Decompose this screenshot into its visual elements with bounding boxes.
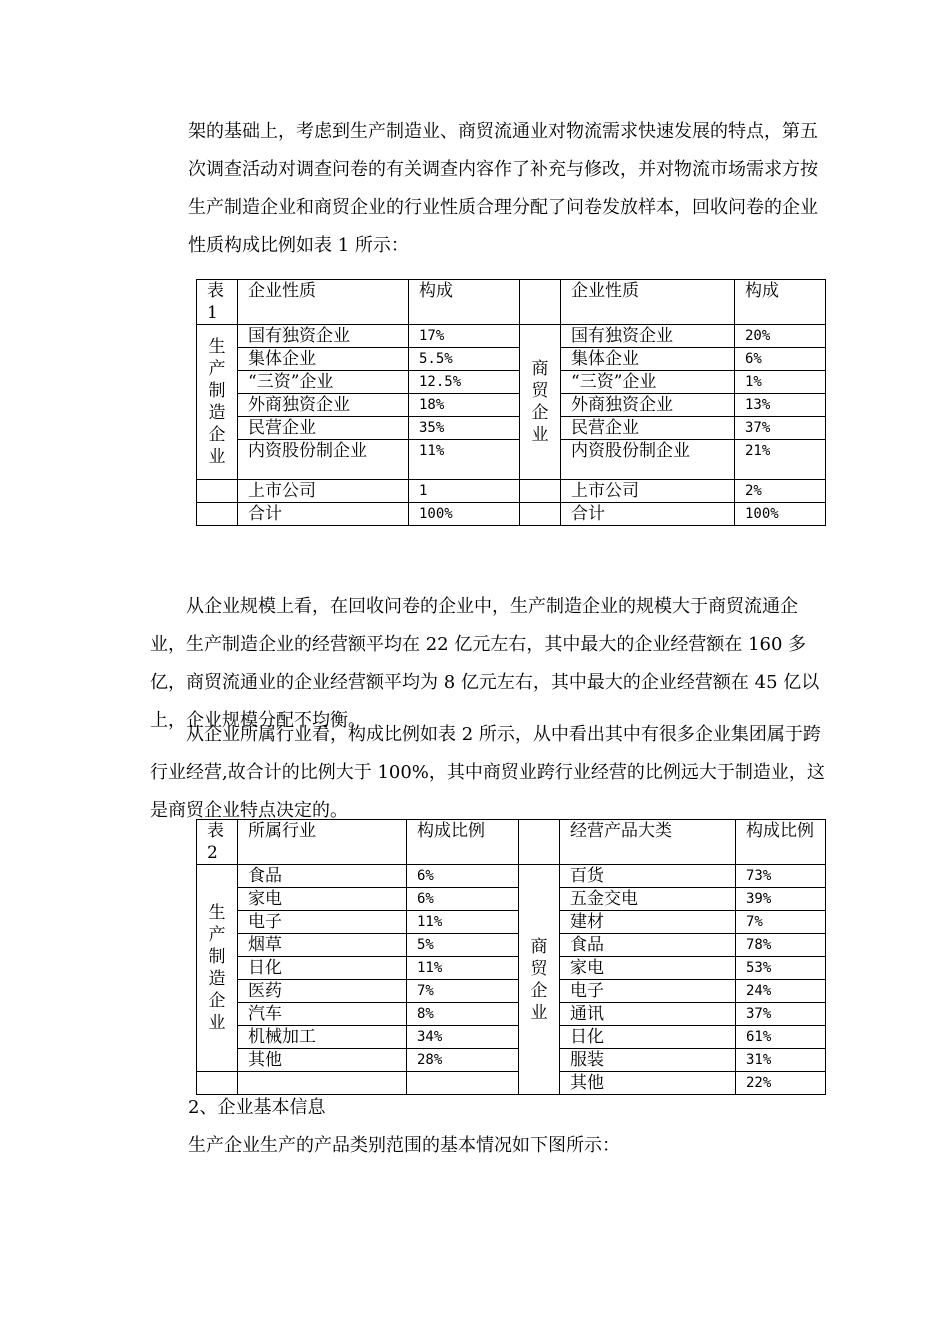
table-label: 表 2	[197, 820, 238, 865]
row-value-left: 6%	[407, 865, 519, 888]
group-label-commerce: 商 贸 企 业	[520, 325, 561, 480]
row-value-left: 5%	[407, 934, 519, 957]
table-row	[197, 440, 826, 480]
row-name-right: 集体企业	[561, 348, 735, 371]
row-value-left: 17%	[409, 325, 520, 348]
row-name-right: 其他	[560, 1072, 736, 1095]
column-header-share-left: 构成比例	[407, 820, 519, 865]
column-header-share-right: 构成	[735, 280, 826, 325]
row-value-left: 34%	[407, 1026, 519, 1049]
empty-cell	[519, 820, 560, 865]
row-name-left: 机械加工	[238, 1026, 407, 1049]
row-value-left: 11%	[407, 957, 519, 980]
column-header-product: 经营产品大类	[560, 820, 736, 865]
table-row	[197, 1049, 826, 1072]
table-2-industry	[196, 819, 826, 1095]
row-name-right: 建材	[560, 911, 736, 934]
table-row	[197, 911, 826, 934]
row-name-right: 合计	[561, 503, 735, 526]
group-label-commerce: 商 贸 企 业	[519, 865, 560, 1095]
table-header-row	[197, 280, 826, 325]
empty-cell	[197, 503, 238, 526]
row-name-left: 电子	[238, 911, 407, 934]
row-value-left: 11%	[409, 440, 520, 480]
row-name-right: 内资股份制企业	[561, 440, 735, 480]
row-value-left: 11%	[407, 911, 519, 934]
row-value-right: 31%	[736, 1049, 826, 1072]
row-name-left: 医药	[238, 980, 407, 1003]
row-value-right: 22%	[736, 1072, 826, 1095]
row-name-right: 上市公司	[561, 480, 735, 503]
row-value-left: 7%	[407, 980, 519, 1003]
section-heading: 2、企业基本信息	[188, 1097, 326, 1118]
row-name-left: 汽车	[238, 1003, 407, 1026]
row-value-right: 78%	[736, 934, 826, 957]
table-row	[197, 888, 826, 911]
row-value-right: 6%	[735, 348, 826, 371]
table-row	[197, 1003, 826, 1026]
empty-cell	[520, 480, 561, 503]
row-value-left: 1	[409, 480, 520, 503]
table-total-row	[197, 503, 826, 526]
row-name-left: 家电	[238, 888, 407, 911]
row-value-right: 39%	[736, 888, 826, 911]
column-header-share-left: 构成	[409, 280, 520, 325]
row-value-right: 24%	[736, 980, 826, 1003]
row-name-right: 服装	[560, 1049, 736, 1072]
table-row	[197, 371, 826, 394]
row-name-right: “三资”企业	[561, 371, 735, 394]
table-header-row	[197, 820, 826, 865]
row-value-right: 7%	[736, 911, 826, 934]
empty-cell	[520, 280, 561, 325]
figure-intro-paragraph: 生产企业生产的产品类别范围的基本情况如下图所示：	[188, 1135, 620, 1156]
row-name-right: 日化	[560, 1026, 736, 1049]
column-header-industry: 所属行业	[238, 820, 407, 865]
row-name-right: 五金交电	[560, 888, 736, 911]
row-value-right: 2%	[735, 480, 826, 503]
column-header-share-right: 构成比例	[736, 820, 826, 865]
row-name-left: 集体企业	[238, 348, 409, 371]
row-value-left: 100%	[409, 503, 520, 526]
row-value-left: 28%	[407, 1049, 519, 1072]
group-label-manufacturing: 生 产 制 造 企 业	[197, 325, 238, 480]
row-name-left: 食品	[238, 865, 407, 888]
row-value-right: 20%	[735, 325, 826, 348]
row-name-left: 民营企业	[238, 417, 409, 440]
table-row	[197, 1026, 826, 1049]
group-label-manufacturing: 生 产 制 造 企 业	[197, 865, 238, 1072]
scale-paragraph: 从企业规模上看，在回收问卷的企业中，生产制造企业的规模大于商贸流通企业，生产制造企业的经营额平均在 22 亿元左右，其中最大的企业经营额在 160 多亿，商贸流通业的企业经营额平均为 8 亿元左右，其中最大的企业经营额在 45 亿以上，企业规模分配不均衡。	[150, 596, 820, 731]
empty-cell	[197, 480, 238, 503]
row-name-right: 外商独资企业	[561, 394, 735, 417]
row-name-right: 通讯	[560, 1003, 736, 1026]
row-value-right: 37%	[736, 1003, 826, 1026]
row-value-right: 13%	[735, 394, 826, 417]
row-value-left: 35%	[409, 417, 520, 440]
table-row	[197, 980, 826, 1003]
column-header-nature-left: 企业性质	[238, 280, 409, 325]
row-value-right: 21%	[735, 440, 826, 480]
table-row	[197, 934, 826, 957]
table-1-enterprise-nature	[196, 279, 826, 526]
row-name-left: 国有独资企业	[238, 325, 409, 348]
row-name-right: 家电	[560, 957, 736, 980]
row-value-right: 1%	[735, 371, 826, 394]
row-value-right: 53%	[736, 957, 826, 980]
row-name-right: 民营企业	[561, 417, 735, 440]
row-name-right: 百货	[560, 865, 736, 888]
industry-paragraph: 从企业所属行业看，构成比例如表 2 所示，从中看出其中有很多企业集团属于跨行业经营,故合计的比例大于 100%，其中商贸业跨行业经营的比例远大于制造业，这是商贸企业特点决定的。	[150, 724, 825, 821]
row-value-right: 73%	[736, 865, 826, 888]
row-value-left: 6%	[407, 888, 519, 911]
intro-paragraph: 架的基础上，考虑到生产制造业、商贸流通业对物流需求快速发展的特点，第五次调查活动对调查问卷的有关调查内容作了补充与修改，并对物流市场需求方按生产制造企业和商贸企业的行业性质合理分配了问卷发放样本，回收问卷的企业性质构成比例如表 1 所示：	[188, 121, 818, 256]
row-name-left: “三资”企业	[238, 371, 409, 394]
row-name-left: 日化	[238, 957, 407, 980]
empty-cell	[520, 503, 561, 526]
row-name-right: 食品	[560, 934, 736, 957]
row-value-left: 12.5%	[409, 371, 520, 394]
row-name-left: 内资股份制企业	[238, 440, 409, 480]
table-row	[197, 325, 826, 348]
row-name-left: 上市公司	[238, 480, 409, 503]
table-row	[197, 348, 826, 371]
row-name-right: 电子	[560, 980, 736, 1003]
row-value-right: 61%	[736, 1026, 826, 1049]
table-row	[197, 865, 826, 888]
table-row	[197, 957, 826, 980]
table-row	[197, 394, 826, 417]
column-header-nature-right: 企业性质	[561, 280, 735, 325]
row-value-right: 100%	[735, 503, 826, 526]
row-value-left: 8%	[407, 1003, 519, 1026]
row-name-left: 烟草	[238, 934, 407, 957]
row-name-left: 外商独资企业	[238, 394, 409, 417]
row-name-left: 其他	[238, 1049, 407, 1072]
table-label: 表 1	[197, 280, 238, 325]
row-name-right: 国有独资企业	[561, 325, 735, 348]
table-row	[197, 417, 826, 440]
row-value-left: 18%	[409, 394, 520, 417]
row-name-left: 合计	[238, 503, 409, 526]
row-value-right: 37%	[735, 417, 826, 440]
table-row	[197, 480, 826, 503]
row-value-left: 5.5%	[409, 348, 520, 371]
